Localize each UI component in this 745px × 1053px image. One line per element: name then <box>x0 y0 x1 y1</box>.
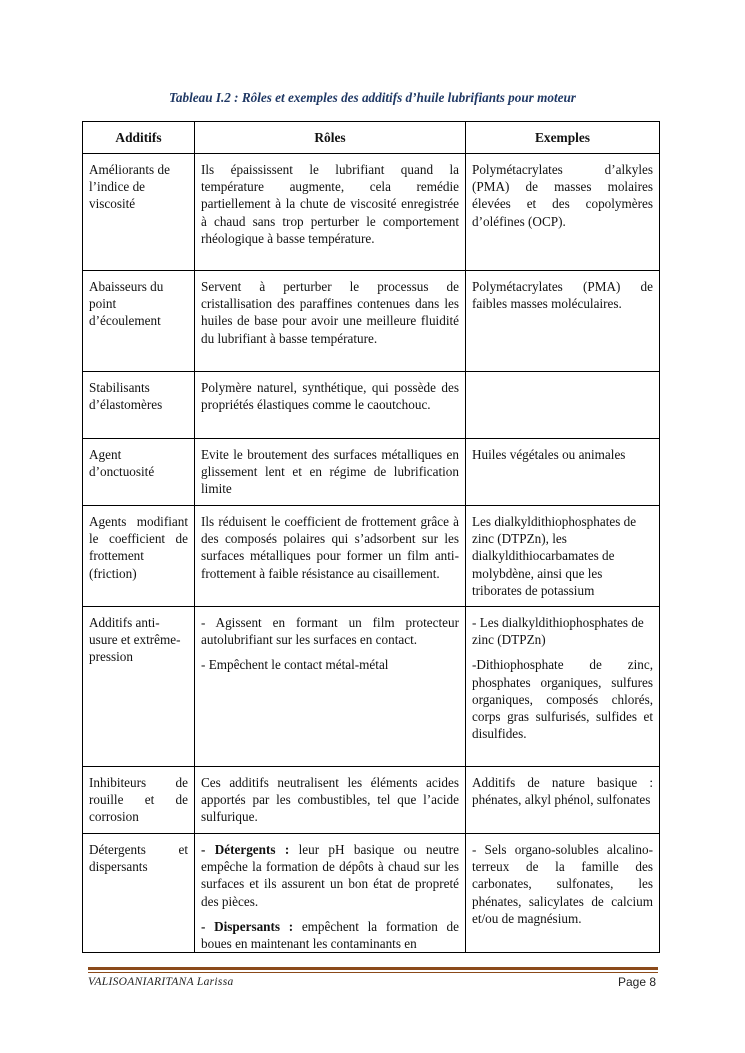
table-row <box>83 506 660 607</box>
footer-author: VALISOANIARITANA Larissa <box>88 976 234 988</box>
header-additifs: Additifs <box>83 122 195 154</box>
role-paragraph <box>201 841 459 910</box>
additives-table <box>82 121 660 953</box>
cell-additif: Agents modifiant le coefficient de frottement (friction) <box>83 506 195 607</box>
table-header-row <box>83 122 660 154</box>
cell-exemple: Polymétacrylates d’alkyles (PMA) de masses molaires élevées et des copolymères d’oléfines (OCP). <box>466 154 660 271</box>
table-caption: Tableau I.2 : Rôles et exemples des additifs d’huile lubrifiants pour moteur <box>169 90 576 105</box>
cell-additif: Améliorants de l’indice de viscosité <box>83 154 195 271</box>
cell-exemple <box>466 372 660 439</box>
role-paragraph: - Empêchent le contact métal-métal <box>201 657 389 673</box>
cell-exemple <box>466 607 660 767</box>
detergents-text: leur pH basique ou neutre empêche la formation de dépôts à chaud sur les surfaces et ils assurent un bon état de propreté des pièces. <box>201 842 459 909</box>
cell-additif: Additifs anti-usure et extrême-pression <box>83 607 195 767</box>
footer-rule-thick <box>88 967 658 970</box>
dispersants-text: empêchent la formation de boues en maintenant les contaminants en <box>201 918 459 952</box>
header-roles: Rôles <box>195 122 466 154</box>
cell-additif: Détergents et dispersants <box>83 834 195 953</box>
exemple-paragraph: -Dithiophosphate de zinc, phosphates organiques, sulfures organiques, composés chlorés, corps gras sulfurisés, sulfides et disulfides. <box>472 657 653 742</box>
cell-role: Ils réduisent le coefficient de frottement grâce à des composés polaires qui s’adsorbent sur les surfaces métalliques pour former un film anti-frottement à faible résistance au cisaillement. <box>195 506 466 607</box>
cell-additif: Agent d’onctuosité <box>83 439 195 506</box>
cell-additif: Inhibiteurs de rouille et de corrosion <box>83 767 195 834</box>
table-row <box>83 271 660 372</box>
cell-exemple: Huiles végétales ou animales <box>466 439 660 506</box>
cell-role: Servent à perturber le processus de cristallisation des paraffines contenues dans les huiles de base pour avoir une meilleure fluidité du lubrifiant à basse température. <box>195 271 466 372</box>
cell-role: Ils épaississent le lubrifiant quand la température augmente, cela remédie partiellement à la chute de viscosité enregistrée à chaud sans trop perturber le comportement rhéologique à basse température. <box>195 154 466 271</box>
cell-exemple: Additifs de nature basique : phénates, alkyl phénol, sulfonates <box>466 767 660 834</box>
exemple-paragraph: - Les dialkyldithiophosphates de zinc (DTPZn) <box>472 615 644 648</box>
table-row <box>83 154 660 271</box>
cell-exemple: Les dialkyldithiophosphates de zinc (DTPZn), les dialkyldithiocarbamates de molybdène, ainsi que les triborates de potassium <box>466 506 660 607</box>
header-exemples: Exemples <box>466 122 660 154</box>
page-number: Page 8 <box>618 975 657 989</box>
cell-role: Polymère naturel, synthétique, qui possède des propriétés élastiques comme le caoutchouc. <box>195 372 466 439</box>
cell-exemple: Polymétacrylates (PMA) de faibles masses moléculaires. <box>466 271 660 372</box>
cell-role: Evite le broutement des surfaces métalliques en glissement lent et en régime de lubrification limite <box>195 439 466 506</box>
table-row <box>83 767 660 834</box>
dispersants-label: - Dispersants : <box>201 918 294 934</box>
cell-role <box>195 834 466 953</box>
cell-role: Ces additifs neutralisent les éléments acides apportés par les combustibles, tel que l’acide sulfurique. <box>195 767 466 834</box>
table-row <box>83 372 660 439</box>
cell-role <box>195 607 466 767</box>
cell-exemple: - Sels organo-solubles alcalino-terreux de la famille des carbonates, sulfonates, les phénates, salicylates de calcium et/ou de magnésium. <box>466 834 660 953</box>
table-row <box>83 439 660 506</box>
table-row <box>83 607 660 767</box>
role-paragraph: - Agissent en formant un film protecteur autolubrifiant sur les surfaces en contact. <box>201 615 459 648</box>
cell-additif: Abaisseurs du point d’écoulement <box>83 271 195 372</box>
role-paragraph <box>201 918 459 952</box>
footer-rule-thin <box>88 972 658 973</box>
detergents-label: - Détergents : <box>201 842 290 858</box>
cell-additif: Stabilisants d’élastomères <box>83 372 195 439</box>
table-row <box>83 834 660 953</box>
